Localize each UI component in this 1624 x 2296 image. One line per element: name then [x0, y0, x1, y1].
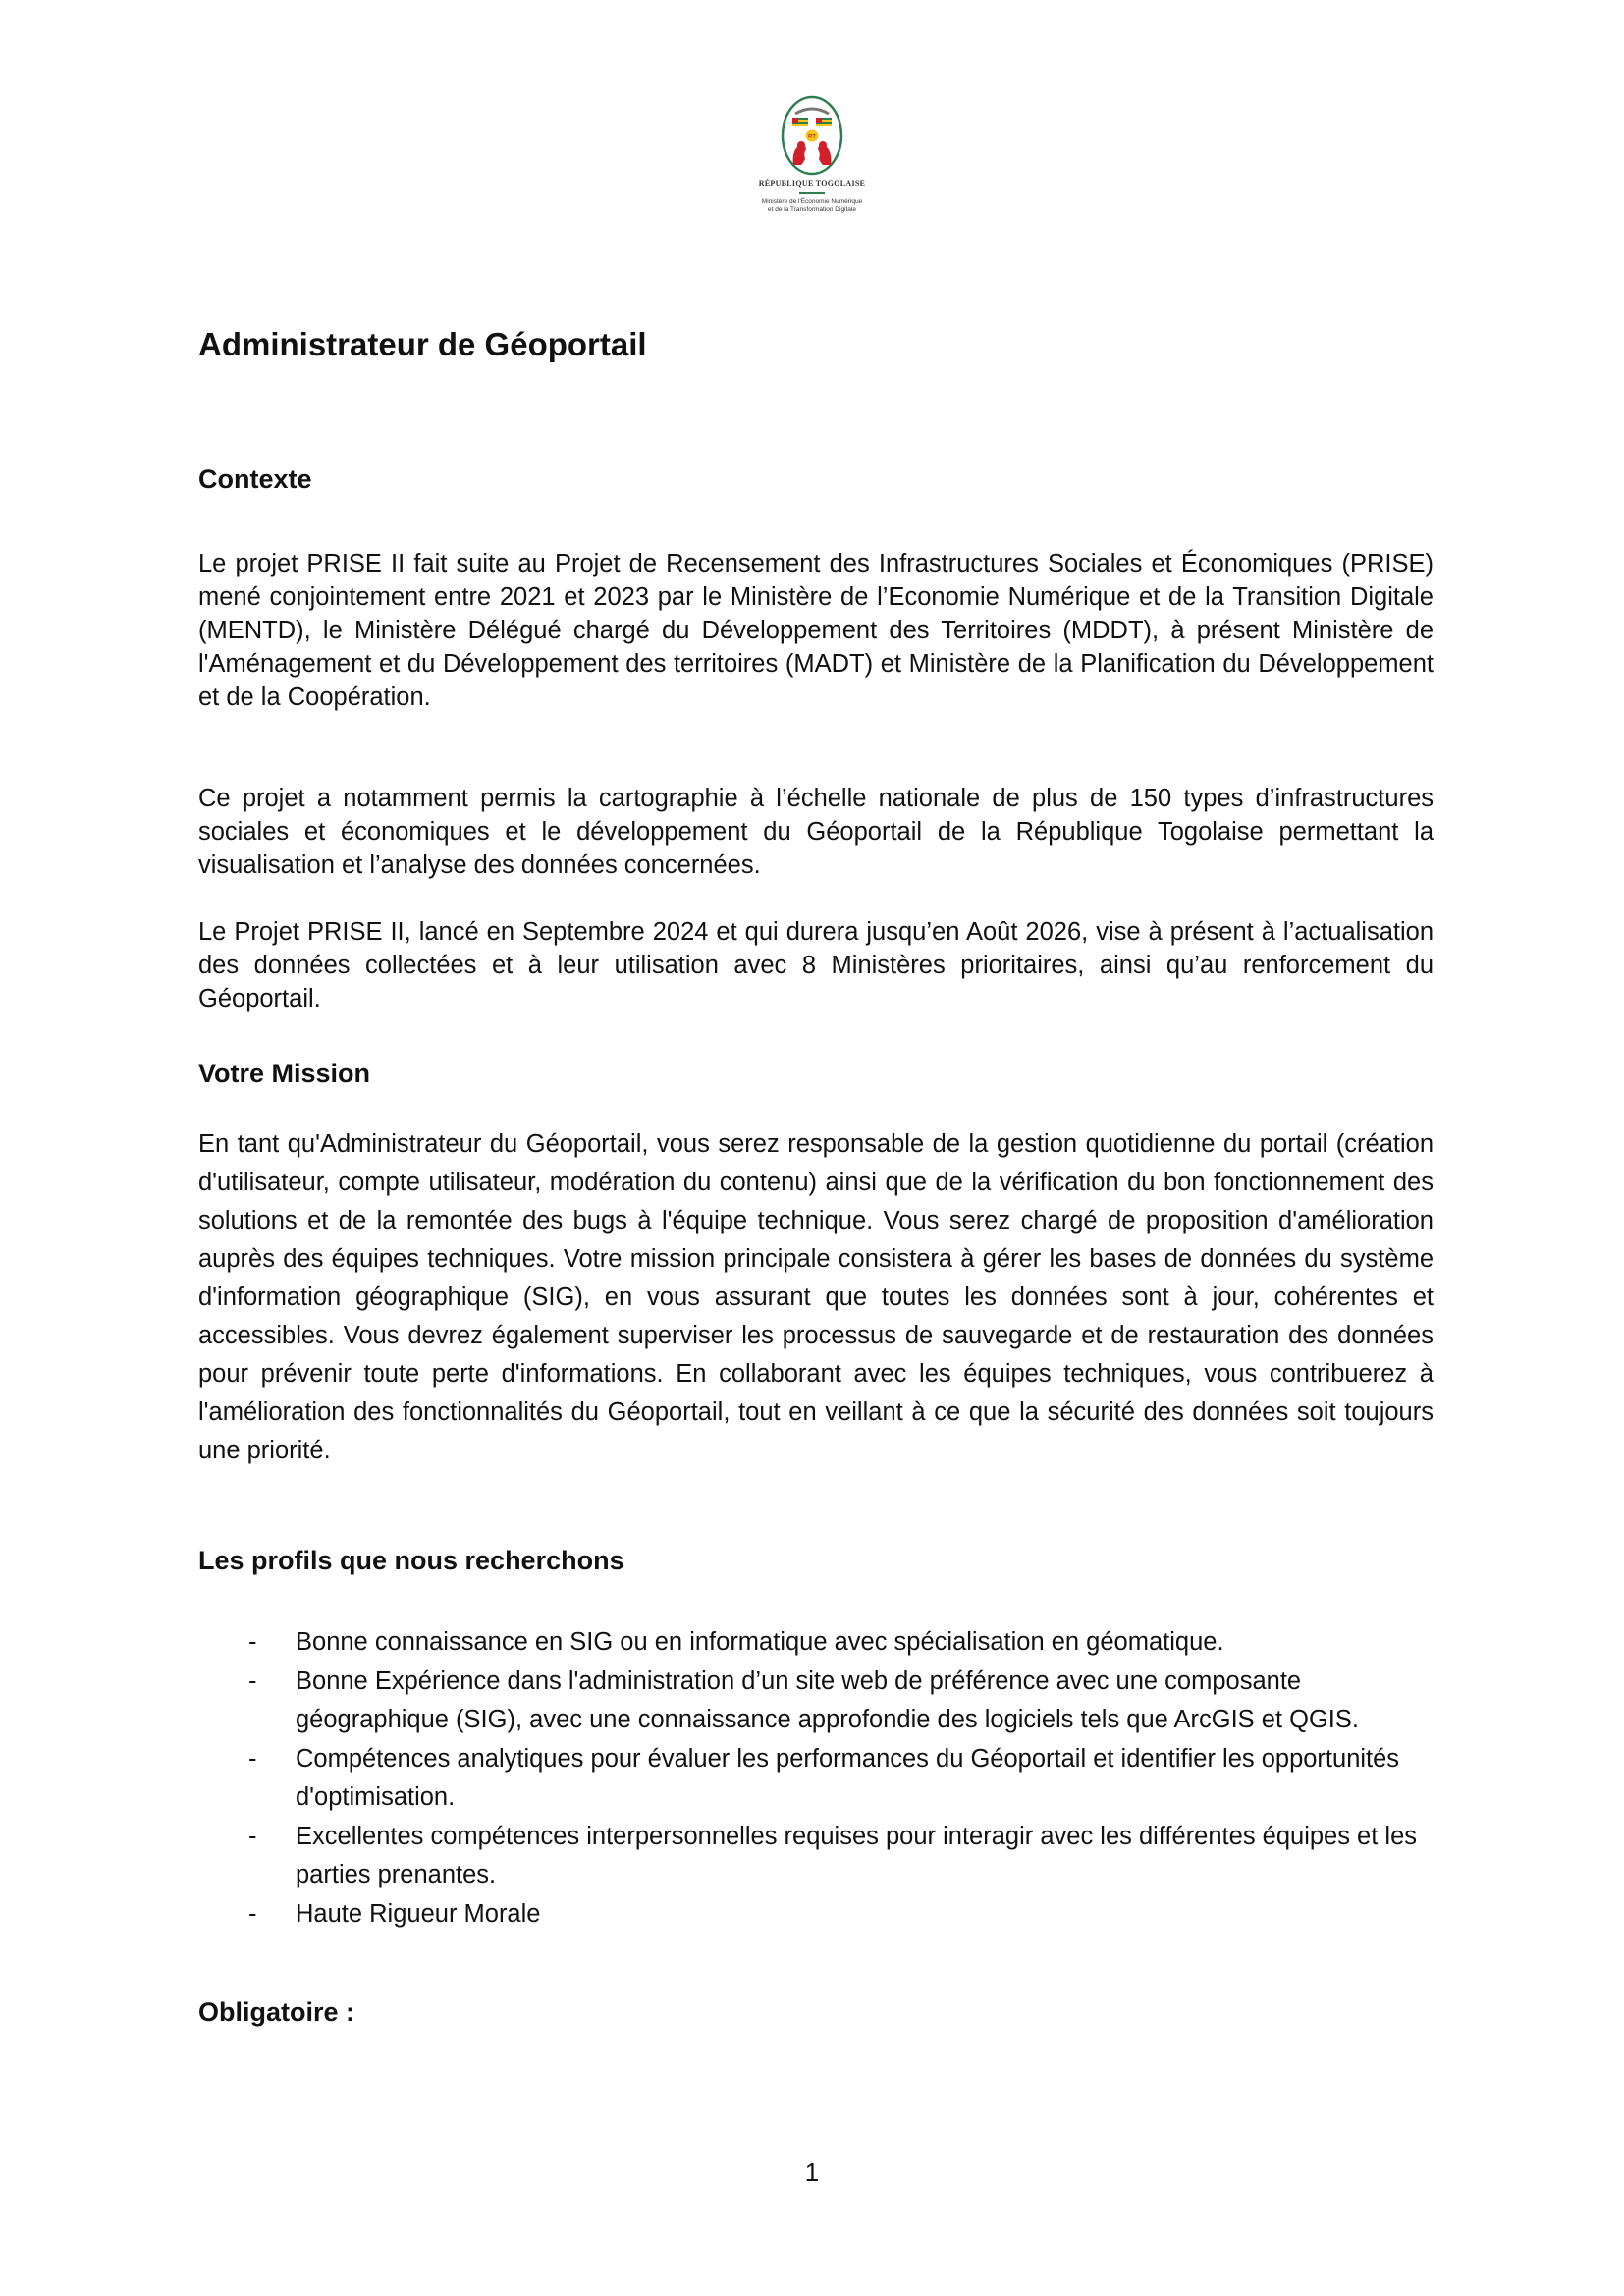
list-item [198, 1663, 1434, 1740]
contexte-paragraph-2: Ce projet a notamment permis la cartographie à l’échelle nationale de plus de 150 types d’infrastructures sociales et économiques et le développement du Géoportail de la République Togolaise permettant la visualisation et l’analyse des données concernées. [198, 785, 1434, 879]
section-heading-profils: Les profils que nous recherchons [198, 1546, 624, 1575]
flag-left-icon [792, 118, 808, 126]
list-item-text: Haute Rigueur Morale [296, 1899, 541, 1928]
list-item [198, 1740, 1434, 1818]
section-heading-contexte: Contexte [198, 465, 312, 494]
flag-right-icon [816, 118, 832, 126]
profils-list [198, 1623, 1434, 1934]
list-item [198, 1818, 1434, 1895]
emblem-badge: RT [808, 134, 816, 140]
document-header [0, 94, 1624, 214]
contexte-paragraph-3: Le Projet PRISE II, lancé en Septembre 2024 et qui durera jusqu’en Août 2026, vise à présent à l’actualisation des données collectées et à leur utilisation avec 8 Ministères prioritaires, ainsi qu’au renforcement du Géoportail. [198, 918, 1434, 1012]
header-divider [799, 192, 825, 194]
mission-paragraph: En tant qu'Administrateur du Géoportail, vous serez responsable de la gestion quotidienne du portail (création d'utilisateur, compte utilisateur, modération du contenu) ainsi que de la vérification du bon fonctionnement des solutions et de la remontée des bugs à l'équipe technique. Vous serez chargé de proposition d'amélioration auprès des équipes techniques. Votre mission principale consistera à gérer les bases de données du système d'information géographique (SIG), en vous assurant que toutes les données sont à jour, cohérentes et accessibles. Vous devrez également superviser les processus de sauvegarde et de restauration des données pour prévenir toute perte d'informations. En collaborant avec les équipes techniques, vous contribuerez à l'amélioration des fonctionnalités du Géoportail, tout en veillant à ce que la sécurité des données soit toujours une priorité. [198, 1130, 1434, 1464]
togo-coat-of-arms-icon [780, 94, 844, 177]
republic-name: RÉPUBLIQUE TOGOLAISE [758, 179, 866, 188]
list-item [198, 1895, 1434, 1935]
section-heading-mission: Votre Mission [198, 1059, 371, 1088]
list-item-text: Bonne connaissance en SIG ou en informatique avec spécialisation en géomatique. [296, 1628, 1224, 1656]
bullet-dash: - [248, 1899, 257, 1928]
list-item [198, 1623, 1434, 1663]
list-item-text: Excellentes compétences interpersonnelles requises pour interagir avec les différentes équipes et les parties prenantes. [296, 1822, 1418, 1888]
bullet-dash: - [248, 1628, 257, 1656]
list-item-text: Bonne Expérience dans l'administration d’un site web de préférence avec une composante géographique (SIG), avec une connaissance approfondie des logiciels tels que ArcGIS et QGIS. [296, 1667, 1359, 1733]
bullet-dash: - [248, 1667, 257, 1695]
contexte-paragraph-1: Le projet PRISE II fait suite au Projet de Recensement des Infrastructures Sociales et Économiques (PRISE) mené conjointement entre 2021 et 2023 par le Ministère de l’Economie Numérique et de la Transition Digitale (MENTD), le Ministère Délégué chargé du Développement des Territoires (MDDT), à présent Ministère de l'Aménagement et du Développement des territoires (MADT) et Ministère de la Planification du Développement et de la Coopération. [198, 550, 1434, 711]
bullet-dash: - [248, 1822, 257, 1850]
section-heading-obligatoire: Obligatoire : [198, 1997, 355, 2027]
list-item-text: Compétences analytiques pour évaluer les performances du Géoportail et identifier les opportunités d'optimisation. [296, 1744, 1400, 1811]
ministry-name-line1: Ministère de l'Économie Numérique [761, 198, 863, 205]
page-number: 1 [804, 2158, 820, 2187]
bullet-dash: - [248, 1744, 257, 1773]
ministry-name-line2: et de la Transformation Digitale [768, 206, 856, 213]
page-title: Administrateur de Géoportail [198, 326, 647, 362]
